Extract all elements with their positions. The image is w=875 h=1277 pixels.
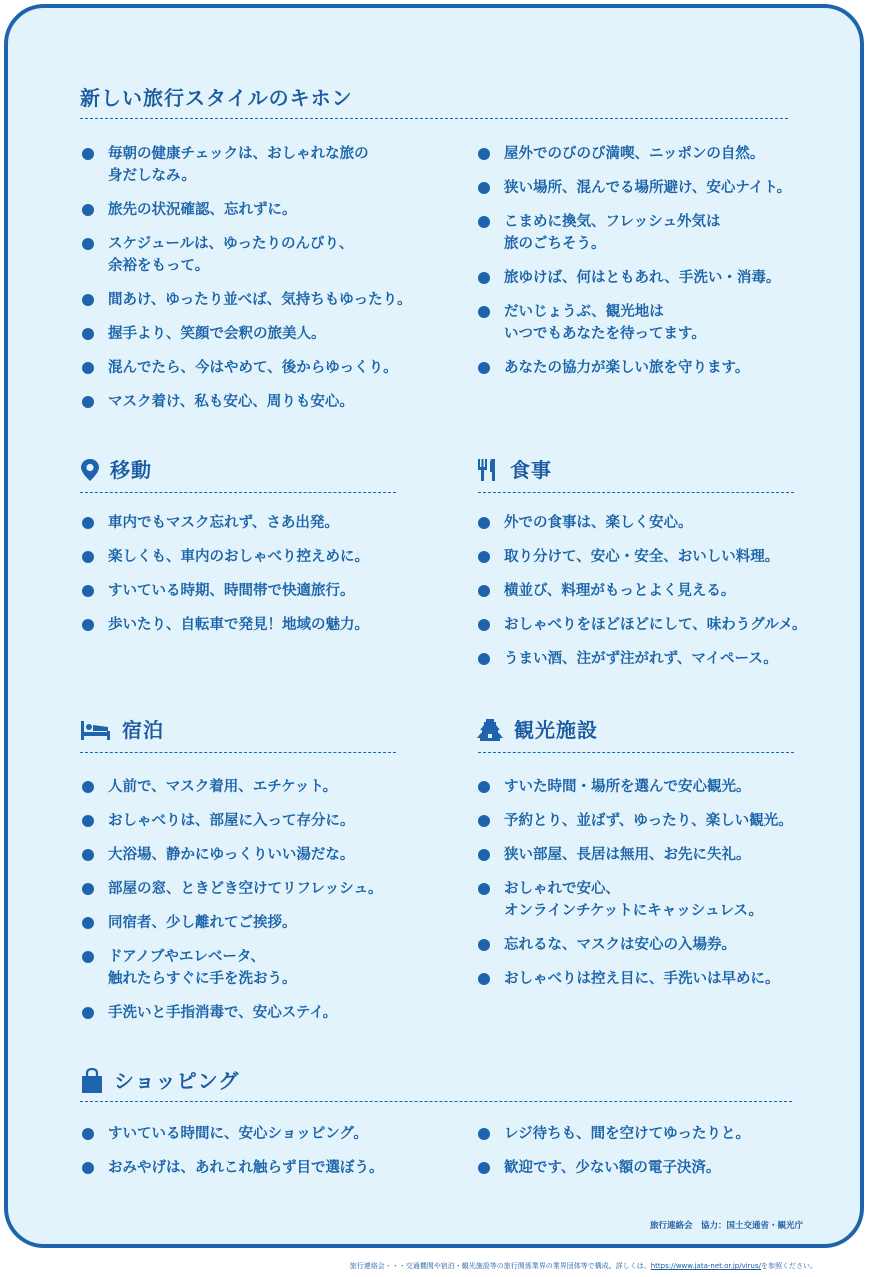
list-item: すいている時間に、安心ショッピング。: [82, 1123, 462, 1145]
list-item: 間あけ、ゆったり並べば、気持ちもゆったり。: [82, 289, 452, 311]
shopping-right-list: [478, 1123, 818, 1191]
list-item: 毎朝の健康チェックは、おしゃれな旅の 身だしなみ。: [82, 143, 452, 187]
list-item: 部屋の窓、ときどき空けてリフレッシュ。: [82, 878, 422, 900]
list-item: 旅先の状況確認、忘れずに。: [82, 199, 452, 221]
shopping-title: [80, 1068, 239, 1094]
sightseeing-title: [476, 718, 598, 742]
list-item: マスク着け、私も安心、周りも安心。: [82, 391, 452, 413]
basics-title-text: 新しい旅行スタイルのキホン: [80, 86, 353, 110]
lodging-list: [82, 776, 422, 1036]
dining-list: [478, 512, 818, 682]
list-item: 旅ゆけば、何はともあれ、手洗い・消毒。: [478, 267, 808, 289]
bed-icon: [80, 719, 112, 741]
list-item: 取り分けて、安心・安全、おいしい料理。: [478, 546, 818, 568]
sightseeing-title-text: 観光施設: [514, 718, 598, 742]
list-item: 握手より、笑顔で会釈の旅美人。: [82, 323, 452, 345]
transport-title-text: 移動: [110, 458, 152, 482]
lodging-title: [80, 718, 164, 742]
basics-right-list: [478, 143, 808, 391]
list-item: 車内でもマスク忘れず、さあ出発。: [82, 512, 412, 534]
list-item: 狭い部屋、長居は無用、お先に失礼。: [478, 844, 828, 866]
list-item: 人前で、マスク着用、エチケット。: [82, 776, 422, 798]
list-item: おしゃべりは、部屋に入って存分に。: [82, 810, 422, 832]
basics-divider: [80, 118, 788, 119]
list-item: 歓迎です、少ない額の電子決済。: [478, 1157, 818, 1179]
list-item: すいている時期、時間帯で快適旅行。: [82, 580, 412, 602]
list-item: おしゃべりをほどほどにして、味わうグルメ。: [478, 614, 818, 636]
list-item: こまめに換気、フレッシュ外気は 旅のごちそう。: [478, 211, 808, 255]
list-item: ドアノブやエレベータ、 触れたらすぐに手を洗おう。: [82, 946, 422, 990]
list-item: あなたの協力が楽しい旅を守ります。: [478, 357, 808, 379]
footer-credit: 旅行連絡会 協力：国土交通省・観光庁: [650, 1221, 804, 1231]
transport-title: [80, 458, 152, 482]
footer-note: [350, 1261, 817, 1271]
shopping-bag-icon: [80, 1068, 104, 1094]
sightseeing-list: [478, 776, 828, 1002]
list-item: おみやげは、あれこれ触らず目で選ぼう。: [82, 1157, 462, 1179]
list-item: 手洗いと手指消毒で、安心ステイ。: [82, 1002, 422, 1024]
list-item: うまい酒、注がず注がれず、マイペース。: [478, 648, 818, 670]
list-item: おしゃべりは控え目に、手洗いは早めに。: [478, 968, 828, 990]
list-item: 忘れるな、マスクは安心の入場券。: [478, 934, 828, 956]
list-item: 外での食事は、楽しく安心。: [478, 512, 818, 534]
shopping-left-list: [82, 1123, 462, 1191]
fork-knife-icon: [476, 458, 500, 482]
transport-list: [82, 512, 412, 648]
list-item: 楽しくも、車内のおしゃべり控えめに。: [82, 546, 412, 568]
basics-left-list: [82, 143, 452, 425]
shopping-divider: [80, 1101, 792, 1102]
list-item: レジ待ちも、間を空けてゆったりと。: [478, 1123, 818, 1145]
dining-divider: [478, 492, 794, 493]
list-item: 大浴場、静かにゆっくりいい湯だな。: [82, 844, 422, 866]
basics-title: [80, 86, 353, 110]
list-item: 同宿者、少し離れてご挨拶。: [82, 912, 422, 934]
list-item: 横並び、料理がもっとよく見える。: [478, 580, 818, 602]
list-item: おしゃれで安心、 オンラインチケットにキャッシュレス。: [478, 878, 828, 922]
list-item: 屋外でのびのび満喫、ニッポンの自然。: [478, 143, 808, 165]
footer-note-suffix: を参照ください。: [761, 1262, 817, 1270]
list-item: スケジュールは、ゆったりのんびり、 余裕をもって。: [82, 233, 452, 277]
list-item: すいた時間・場所を選んで安心観光。: [478, 776, 828, 798]
list-item: 狭い場所、混んでる場所避け、安心ナイト。: [478, 177, 808, 199]
map-pin-icon: [80, 458, 100, 482]
list-item: だいじょうぶ、観光地は いつでもあなたを待ってます。: [478, 301, 808, 345]
list-item: 混んでたら、今はやめて、後からゆっくり。: [82, 357, 452, 379]
transport-divider: [80, 492, 396, 493]
sightseeing-divider: [478, 752, 794, 753]
lodging-title-text: 宿泊: [122, 718, 164, 742]
shopping-title-text: ショッピング: [114, 1069, 240, 1093]
lodging-divider: [80, 752, 396, 753]
dining-title: [476, 458, 552, 482]
castle-icon: [476, 718, 504, 742]
list-item: 歩いたり、自転車で発見！地域の魅力。: [82, 614, 412, 636]
footer-note-prefix: 旅行連絡会・・・交通機関や宿泊・観光施設等の旅行関係業界の業界団体等で構成。詳しくは、: [349, 1262, 651, 1270]
footer-note-link[interactable]: https://www.jata-net.or.jp/virus/: [650, 1262, 761, 1270]
dining-title-text: 食事: [510, 458, 552, 482]
list-item: 予約とり、並ばず、ゆったり、楽しい観光。: [478, 810, 828, 832]
